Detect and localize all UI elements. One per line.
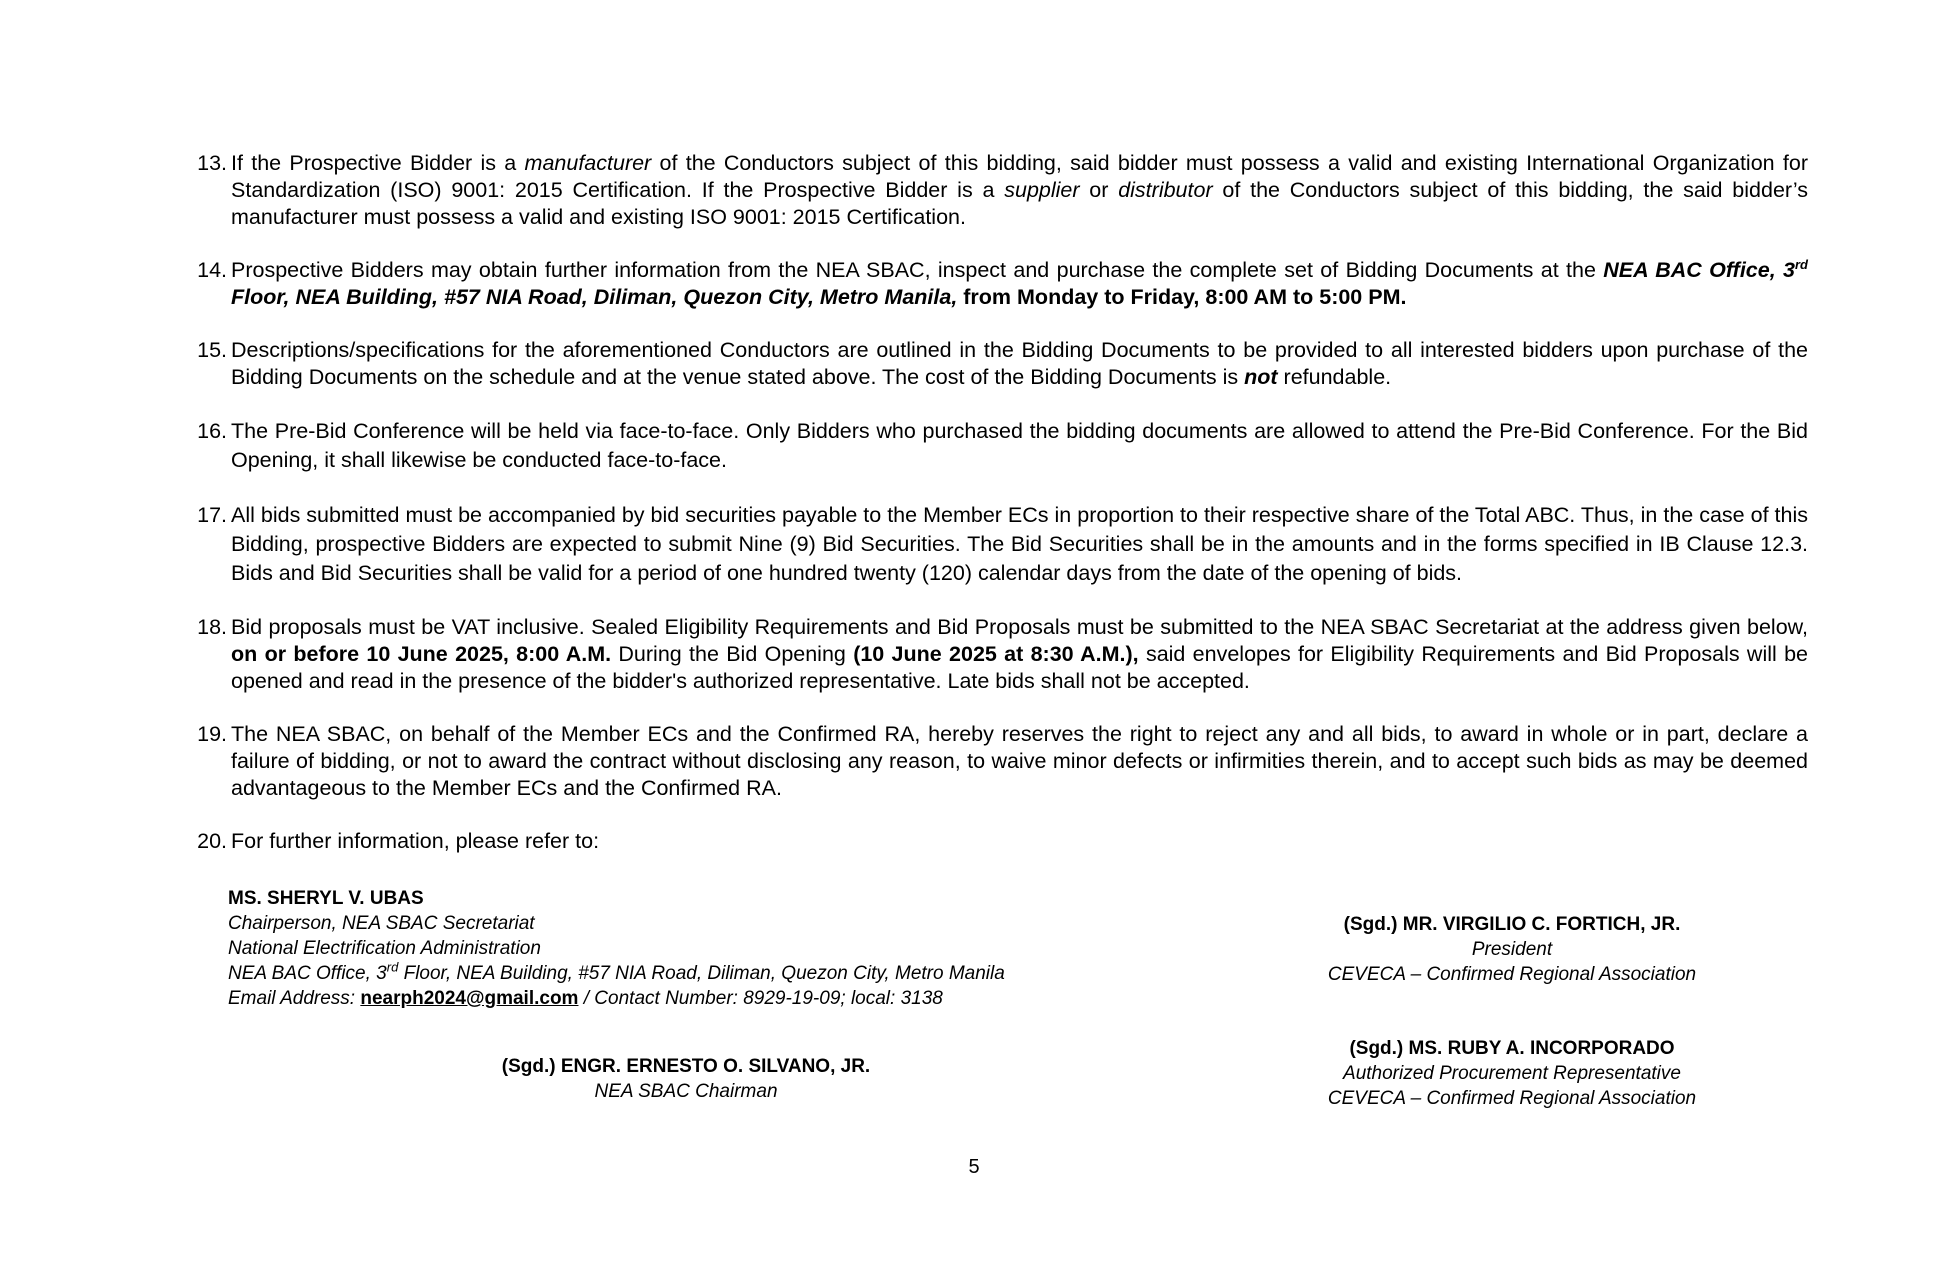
item-text [231,337,1808,391]
item-text [231,417,1808,475]
item-text [231,150,1808,231]
contact-title: Chairperson, NEA SBAC Secretariat [228,913,535,934]
item-text-segment: from Monday to Friday, 8:00 AM to 5:00 PM. [957,285,1407,309]
list-item [186,614,1808,695]
item-text-segment: For further information, please refer to: [231,829,600,853]
contact-address-superscript: rd [386,959,399,975]
item-text-segment: All bids submitted must be accompanied by bid securities payable to the Member ECs in proportion to their respective share of the Total ABC. Thus, in the case of this Bidding, prospective Bidders are expected to submit Nine (9) Bid Securities. The Bid Securities shall be in the amounts and in the forms specified in IB Clause 12.3. Bids and Bid Securities shall be valid for a period of one hundred twenty (120) calendar days from the date of the opening of bids. [231,503,1808,585]
contact-address-part-b: Floor, NEA Building, #57 NIA Road, Diliman, Quezon City, Metro Manila [398,963,1005,984]
item-text [231,501,1808,588]
item-text [231,257,1808,311]
contact-email-line [228,986,1005,1011]
item-text-segment: supplier [1004,178,1080,202]
signatory-fortich-role: President [1471,939,1553,960]
item-number: 19. [197,722,227,746]
list-item [186,337,1808,391]
item-text-segment: distributor [1118,178,1213,202]
signatory-incorporado-role: Authorized Procurement Representative [1343,1063,1681,1084]
signatory-incorporado-name: (Sgd.) MS. RUBY A. INCORPORADO [1349,1038,1675,1059]
item-text-segment: said envelopes for Eligibility Requirements and Bid Proposals will be opened and read in the presence of the bidder's authorized representative. Late bids shall not be accepted. [231,642,1808,693]
contact-name: MS. SHERYL V. UBAS [228,888,424,909]
item-text [231,828,1808,855]
list-item [186,828,1808,855]
item-text-segment: The NEA SBAC, on behalf of the Member ECs and the Confirmed RA, hereby reserves the right to reject any and all bids, to award in whole or in part, declare a failure of bidding, or not to award the contract without disclosing any reason, to waive minor defects or infirmities therein, and to accept such bids as may be deemed advantageous to the Member ECs and the Confirmed RA. [231,722,1808,800]
list-item [186,721,1808,802]
item-text-segment: Floor, NEA Building, #57 NIA Road, Diliman, Quezon City, Metro Manila, [231,285,958,309]
signatory-silvano-role: NEA SBAC Chairman [594,1081,778,1102]
item-text-segment: manufacturer [524,151,652,175]
item-text-segment: NEA BAC Office, 3 [1603,258,1795,282]
item-text-segment: Prospective Bidders may obtain further information from the NEA SBAC, inspect and purchase the complete set of Bidding Documents at the [231,258,1604,282]
list-item [186,150,1808,231]
item-text-segment: During the Bid Opening [611,642,854,666]
item-text-segment: refundable. [1277,365,1392,389]
email-link[interactable]: nearph2024@gmail.com [360,988,579,1009]
item-text-segment: on or before 10 June 2025, 8:00 A.M. [231,642,612,666]
list-item [186,417,1808,475]
item-number: 17. [197,503,227,527]
item-number: 14. [197,258,227,282]
contact-address [228,961,1005,986]
item-number: 15. [197,338,227,362]
signatory-fortich [1262,912,1762,987]
item-text-segment: Bid proposals must be VAT inclusive. Sealed Eligibility Requirements and Bid Proposals must be submitted to the NEA SBAC Secretariat at the address given below, [231,615,1808,639]
contact-number: / Contact Number: 8929-19-09; local: 3138 [578,988,943,1009]
list-item [186,501,1808,588]
item-number: 18. [197,615,227,639]
signatory-fortich-org: CEVECA – Confirmed Regional Association [1327,964,1697,985]
item-text-segment: If the Prospective Bidder is a [231,151,525,175]
numbered-items-list [186,150,1808,881]
contact-address-part-a: NEA BAC Office, 3 [228,963,387,984]
contact-organization: National Electrification Administration [228,938,541,959]
signatory-silvano-name: (Sgd.) ENGR. ERNESTO O. SILVANO, JR. [501,1056,871,1077]
item-text-segment: not [1244,365,1278,389]
signatory-incorporado [1262,1036,1762,1111]
item-text-segment: The Pre-Bid Conference will be held via face-to-face. Only Bidders who purchased the bidding documents are allowed to attend the Pre-Bid Conference. For the Bid Opening, it shall likewise be conducted face-to-face. [231,419,1808,472]
item-text-segment: (10 June 2025 at 8:30 A.M.), [853,642,1139,666]
signatory-incorporado-org: CEVECA – Confirmed Regional Association [1327,1088,1697,1109]
item-text [231,614,1808,695]
item-text-segment: or [1079,178,1119,202]
contact-block [228,886,1005,1011]
item-number: 16. [197,419,227,443]
item-text [231,721,1808,802]
email-label: Email Address: [228,988,361,1009]
item-text-segment: of the Conductors subject of this bidding, said bidder must possess a valid and existing International Organization for Standardization (ISO) 9001: 2015 Certification. If the Prospective Bidder is a [231,151,1808,202]
signatory-silvano [436,1054,936,1104]
page-number: 5 [968,1156,980,1178]
item-text-segment: of the Conductors subject of this bidding, the said bidder’s manufacturer must possess a valid and existing ISO 9001: 2015 Certification. [231,178,1808,229]
item-text-segment: rd [1795,256,1808,272]
list-item [186,257,1808,311]
item-number: 13. [197,151,227,175]
item-text-segment: Descriptions/specifications for the aforementioned Conductors are outlined in the Bidding Documents to be provided to all interested bidders upon purchase of the Bidding Documents on the schedule and at the venue stated above. The cost of the Bidding Documents is [231,338,1808,389]
signatory-fortich-name: (Sgd.) MR. VIRGILIO C. FORTICH, JR. [1343,914,1681,935]
item-number: 20. [197,829,227,853]
